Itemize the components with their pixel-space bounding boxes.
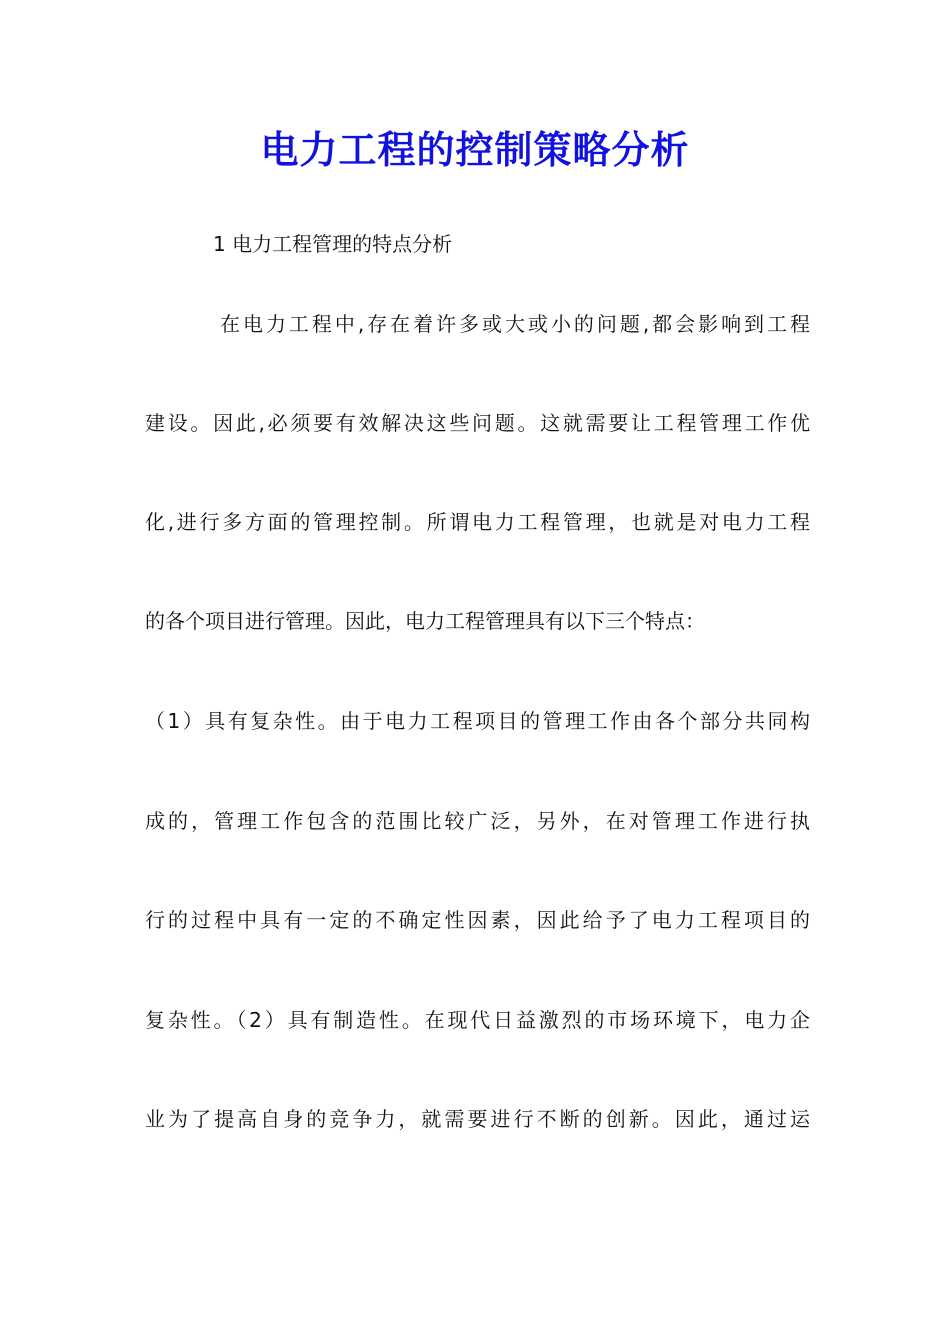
document-title: 电力工程的控制策略分析	[260, 127, 690, 172]
paragraph-line: 成的，管理工作包含的范围比较广泛，另外，在对管理工作进行执	[145, 809, 810, 833]
paragraph-line: （1）具有复杂性。由于电力工程项目的管理工作由各个部分共同构	[145, 709, 810, 733]
paragraph-line: 复杂性。（2）具有制造性。在现代日益激烈的市场环境下，电力企	[145, 1008, 810, 1032]
paragraph-line: 的各个项目进行管理。因此，电力工程管理具有以下三个特点：	[145, 609, 705, 633]
paragraph-line: 业为了提高自身的竞争力，就需要进行不断的创新。因此，通过运	[145, 1107, 810, 1131]
paragraph-line: 行的过程中具有一定的不确定性因素，因此给予了电力工程项目的	[145, 908, 810, 932]
paragraph-line: 在电力工程中,存在着许多或大或小的问题,都会影响到工程	[220, 312, 810, 336]
paragraph-line: 化,进行多方面的管理控制。所谓电力工程管理，也就是对电力工程	[145, 510, 810, 534]
section-heading: 1 电力工程管理的特点分析	[213, 232, 453, 256]
paragraph-line: 建设。因此,必须要有效解决这些问题。这就需要让工程管理工作优	[145, 411, 810, 435]
